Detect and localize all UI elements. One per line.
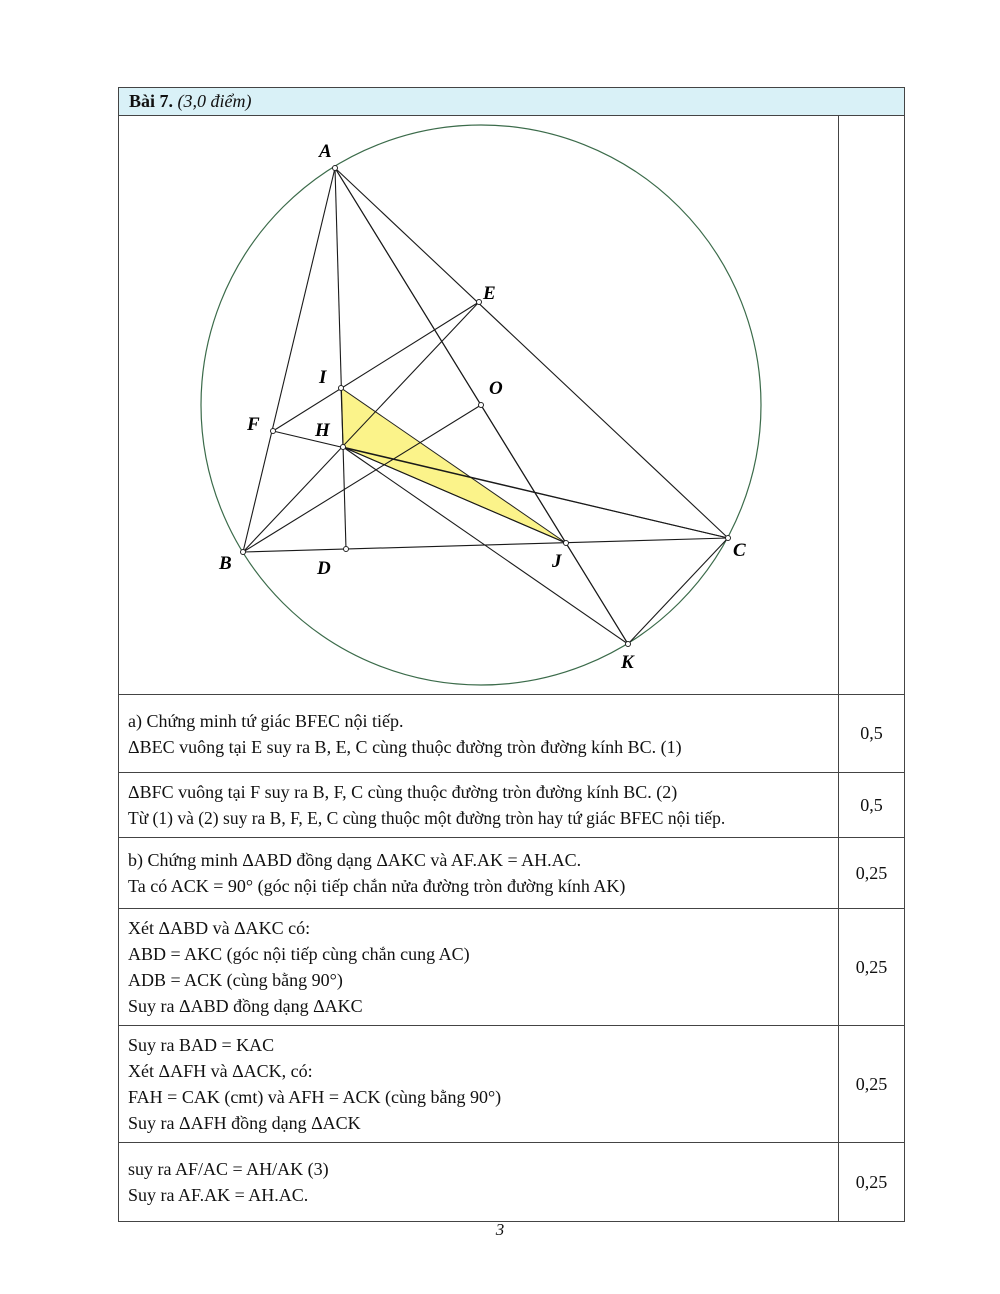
row-b3-line-1: Suy ra BAD = KAC xyxy=(128,1035,275,1055)
row-a2-line-1: ΔBFC vuông tại F suy ra B, F, C cùng thuộc đường tròn đường kính BC. (2) xyxy=(128,782,678,802)
row-a2-score: 0,5 xyxy=(839,773,905,838)
solution-table xyxy=(118,87,905,1222)
label-E: E xyxy=(483,283,496,304)
row-b2-line-1: Xét ΔABD và ΔAKC có: xyxy=(128,918,311,938)
row-b-line-2: Ta có ACK = 90° (góc nội tiếp chắn nửa đường tròn đường kính AK) xyxy=(128,876,626,896)
row-a2-content xyxy=(119,773,839,838)
triangle-IHJ-fill xyxy=(341,388,566,543)
row-a-line-1: a) Chứng minh tứ giác BFEC nội tiếp. xyxy=(128,710,404,731)
row-a-score: 0,5 xyxy=(839,695,905,773)
row-b4-line-2: Suy ra AF.AK = AH.AC. xyxy=(128,1185,309,1205)
segment-AB xyxy=(243,168,335,552)
problem-points: (3,0 điểm) xyxy=(177,91,252,111)
row-b3-line-2: Xét ΔAFH và ΔACK, có: xyxy=(128,1061,313,1081)
segment-HK xyxy=(343,447,628,644)
row-a2-line-2: Từ (1) và (2) suy ra B, F, E, C cùng thuộc một đường tròn hay tứ giác BFEC nội tiếp. xyxy=(128,808,726,828)
segment-CK xyxy=(628,538,728,644)
row-b3-line-4: Suy ra ΔAFH đồng dạng ΔACK xyxy=(128,1113,361,1133)
row-b2-line-2: ABD = AKC (góc nội tiếp cùng chắn cung AC) xyxy=(128,944,470,964)
row-b2-line-3: ADB = ACK (cùng bằng 90°) xyxy=(128,970,343,990)
row-b3-score: 0,25 xyxy=(839,1026,905,1143)
row-a-line-2: ΔBEC vuông tại E suy ra B, E, C cùng thuộc đường tròn đường kính BC. (1) xyxy=(128,736,682,757)
label-I: I xyxy=(319,367,327,388)
geometry-figure xyxy=(119,116,839,694)
label-F: F xyxy=(247,414,260,435)
row-a-content xyxy=(119,695,839,773)
label-J: J xyxy=(552,551,562,572)
row-b3-line-3: FAH = CAK (cmt) và AFH = ACK (cùng bằng 90°) xyxy=(128,1087,502,1107)
figure-cell xyxy=(119,116,839,695)
row-b4-content xyxy=(119,1143,839,1222)
problem-header xyxy=(119,88,905,116)
label-H: H xyxy=(315,420,330,441)
figure-score-cell xyxy=(839,116,905,695)
label-B: B xyxy=(219,553,232,574)
label-K: K xyxy=(621,652,634,673)
row-b4-line-1: suy ra AF/AC = AH/AK (3) xyxy=(128,1159,329,1179)
row-b4-score: 0,25 xyxy=(839,1143,905,1222)
label-O: O xyxy=(489,378,503,399)
segment-HJ xyxy=(343,447,566,543)
label-A: A xyxy=(319,141,332,162)
page-number: 3 xyxy=(495,1220,505,1239)
row-b2-content xyxy=(119,909,839,1026)
problem-title: Bài 7. xyxy=(129,91,174,111)
row-b2-score: 0,25 xyxy=(839,909,905,1026)
row-b3-content xyxy=(119,1026,839,1143)
row-b-content xyxy=(119,838,839,909)
label-D: D xyxy=(317,558,331,579)
segment-JK xyxy=(566,543,628,644)
row-b-line-1: b) Chứng minh ΔABD đồng dạng ΔAKC và AF.AK = AH.AC. xyxy=(128,850,582,870)
row-b2-line-4: Suy ra ΔABD đồng dạng ΔAKC xyxy=(128,996,363,1016)
label-C: C xyxy=(733,540,746,561)
row-b-score: 0,25 xyxy=(839,838,905,909)
